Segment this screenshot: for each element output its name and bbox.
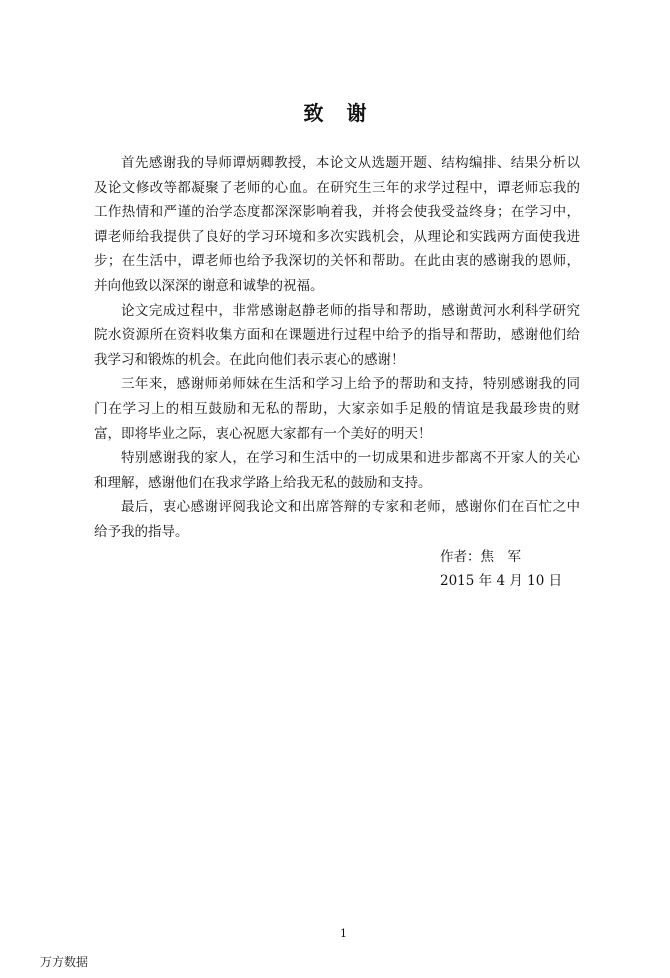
- page-number: 1: [340, 927, 347, 940]
- text-line: 最后，衷心感谢评阅我论文和出席答辩的专家和老师，感谢你们在百忙之中: [121, 499, 580, 516]
- signature-date: 2015 年 4 月 10 日: [440, 573, 563, 590]
- text-line: 和理解，感谢他们在我求学路上给我无私的鼓励和支持。: [94, 474, 432, 491]
- text-line: 谭老师给我提供了良好的学习环境和多次实践机会，从理论和实践两方面使我进: [94, 228, 580, 245]
- text-line: 给予我的指导。: [94, 523, 189, 540]
- signature-author: 作者：焦 军: [440, 548, 521, 565]
- paragraph-family: [94, 446, 580, 495]
- paragraph-classmates: [94, 372, 580, 446]
- paragraph-reviewers: [94, 495, 580, 544]
- text-line: 门在学习上的相互鼓励和无私的帮助，大家亲如手足般的情谊是我最珍贵的财: [94, 400, 580, 417]
- page-title: 致 谢: [303, 101, 367, 125]
- text-line: 三年来，感谢师弟师妹在生活和学习上给予的帮助和支持，特别感谢我的同: [121, 376, 580, 393]
- acknowledgement-body: [94, 151, 580, 594]
- text-line: 院水资源所在资料收集方面和在课题进行过程中给予的指导和帮助，感谢他们给: [94, 327, 580, 344]
- paragraph-institute: [94, 299, 580, 373]
- text-line: 首先感谢我的导师谭炳卿教授，本论文从选题开题、结构编排、结果分析以: [121, 155, 580, 171]
- text-line: 并向他致以深深的谢意和诚挚的祝福。: [94, 277, 324, 294]
- text-line: 工作热情和严谨的治学态度都深深影响着我，并将会使我受益终身；在学习中，: [94, 204, 580, 221]
- text-line: 富，即将毕业之际，衷心祝愿大家都有一个美好的明天！: [94, 425, 432, 442]
- text-line: 步；在生活中，谭老师也给予我深切的关怀和帮助。在此由衷的感谢我的恩师，: [94, 253, 580, 270]
- text-line: 及论文修改等都凝聚了老师的心血。在研究生三年的求学过程中，谭老师忘我的: [94, 179, 580, 196]
- paragraph-advisor: [94, 151, 580, 299]
- text-line: 我学习和锻炼的机会。在此向他们表示衷心的感谢！: [94, 351, 405, 368]
- text-line: 论文完成过程中，非常感谢赵静老师的指导和帮助，感谢黄河水利科学研究: [121, 302, 580, 319]
- text-line: 特别感谢我的家人，在学习和生活中的一切成果和进步都离不开家人的关心: [121, 450, 580, 467]
- footer-watermark: 万方数据: [40, 955, 89, 969]
